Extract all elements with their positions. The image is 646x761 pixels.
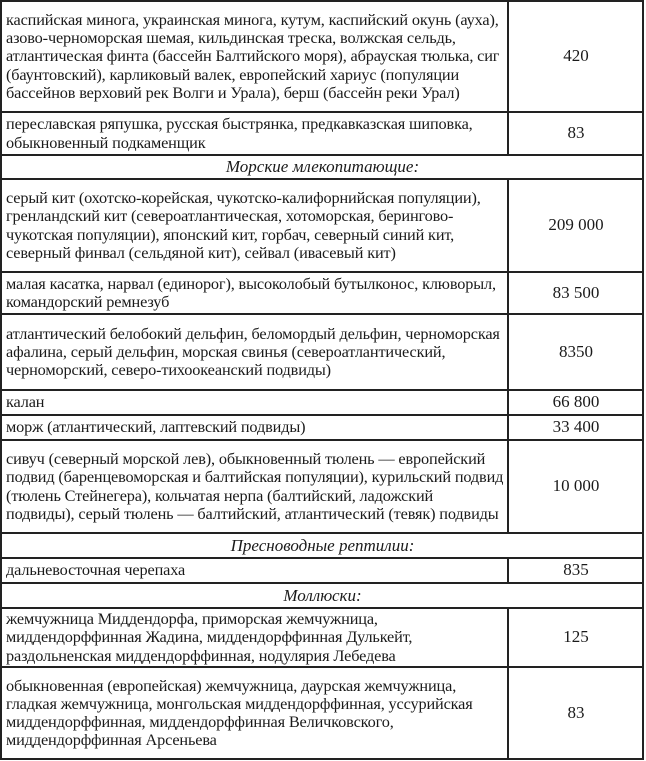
value-cell: 10 000	[508, 440, 643, 533]
value-cell: 33 400	[508, 415, 643, 440]
table-row	[1, 390, 643, 415]
species-cell: обыкновенная (европейская) жемчужница, даурская жемчужница, гладкая жемчужница, монгольская миддендорффинная, уссурийская миддендорффинная, миддендорффинная Величковского, миддендорффинная Арсеньева	[1, 667, 508, 759]
section-header-row	[1, 583, 643, 608]
species-cell: жемчужница Миддендорфа, приморская жемчужница, миддендорффинная Жадина, миддендорффинная Дулькейт, раздольненская миддендорффинная, нодулярия Лебедева	[1, 608, 508, 667]
species-cell: каспийская минога, украинская минога, кутум, каспийский окунь (ауха), азово-черноморская шемая, кильдинская треска, волжская сельдь, атлантическая финта (бассейн Балтийского моря), абрауская тюлька, сиг (баунтовский), карликовый валек, европейский хариус (популяции бассейнов верховий рек Волги и Урала), берш (бассейн реки Урал)	[1, 1, 508, 112]
value-cell: 125	[508, 608, 643, 667]
species-cell: дальневосточная черепаха	[1, 558, 508, 583]
value-cell: 8350	[508, 314, 643, 390]
table-row	[1, 112, 643, 155]
species-cell: переславская ряпушка, русская быстрянка, предкавказская шиповка, обыкновенный подкаменщик	[1, 112, 508, 155]
species-cell: малая касатка, нарвал (единорог), высоколобый бутылконос, клюворыл, командорский ремнезуб	[1, 272, 508, 314]
value-cell: 83	[508, 112, 643, 155]
section-title: Моллюски:	[1, 583, 643, 608]
table-row	[1, 314, 643, 390]
section-header-row	[1, 155, 643, 179]
table-row	[1, 440, 643, 533]
species-cell: серый кит (охотско-корейская, чукотско-калифорнийская популяции), гренландский кит (североатлантическая, хотоморская, берингово-чукотская популяции), японский кит, горбач, северный синий кит, северный финвал (сельдяной кит), сейвал (ивасевый кит)	[1, 179, 508, 272]
section-title: Пресноводные рептилии:	[1, 533, 643, 558]
section-title: Морские млекопитающие:	[1, 155, 643, 179]
value-cell: 83 500	[508, 272, 643, 314]
table-row	[1, 1, 643, 112]
species-cell: атлантический белобокий дельфин, беломордый дельфин, черноморская афалина, серый дельфин, морская свинья (североатлантический, черноморский, северо-тихоокеанский подвиды)	[1, 314, 508, 390]
value-cell: 83	[508, 667, 643, 759]
value-cell: 209 000	[508, 179, 643, 272]
species-cell: калан	[1, 390, 508, 415]
table-row	[1, 179, 643, 272]
species-cell: морж (атлантический, лаптевский подвиды)	[1, 415, 508, 440]
species-cell: сивуч (северный морской лев), обыкновенный тюлень — европейский подвид (баренцевоморская и балтийская популяции), курильский подвид (тюлень Стейнегера), кольчатая нерпа (балтийский, ладожский подвиды), серый тюлень — балтийский, атлантический (тевяк) подвиды	[1, 440, 508, 533]
table-row	[1, 558, 643, 583]
table-row	[1, 415, 643, 440]
value-cell: 420	[508, 1, 643, 112]
table-row	[1, 608, 643, 667]
table-row	[1, 667, 643, 759]
section-header-row	[1, 533, 643, 558]
table-row	[1, 272, 643, 314]
value-cell: 835	[508, 558, 643, 583]
value-cell: 66 800	[508, 390, 643, 415]
